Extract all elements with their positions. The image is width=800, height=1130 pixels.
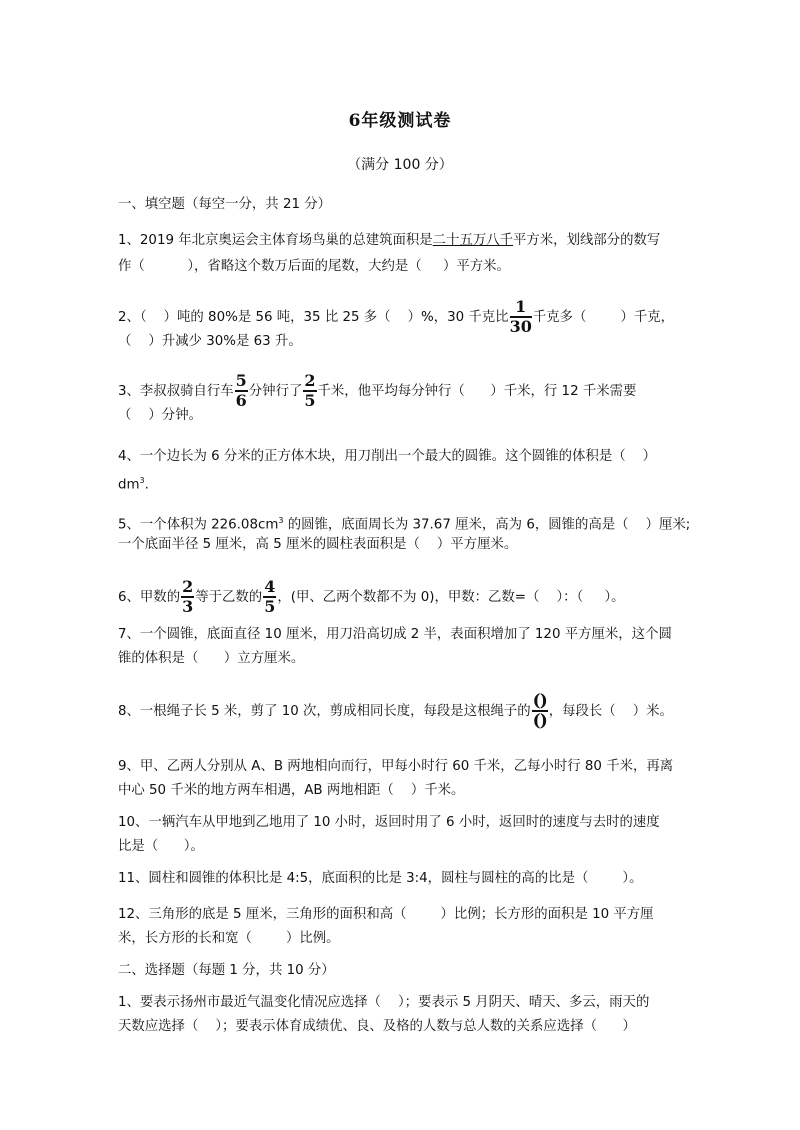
q1-line1: 1、2019 年北京奥运会主体育场鸟巢的总建筑面积是二十五万八千平方米，划线部分的数写 bbox=[118, 233, 661, 248]
q9-line1: 9、甲、乙两人分别从 A、B 两地相向而行，甲每小时行 60 千米，乙每小时行 80 千米，再离 bbox=[118, 759, 674, 774]
q10-line2: 比是（ ）。 bbox=[118, 839, 204, 854]
q8-line1: 8、一根绳子长 5 米，剪了 10 次，剪成相同长度，每段是这根绳子的 $\frac{()}{()}$ ，每段长（ ）米。 bbox=[118, 691, 673, 731]
s2-q1-line2: 天数应选择（ ）；要表示体育成绩优、良、及格的人数与总人数的关系应选择（ ） bbox=[118, 1019, 636, 1034]
q3-line1: 3、李叔叔骑自行车 $\frac{5}{6}$ 分钟行了 $\frac{2}{5}$ 千米，他平均每分钟行（ ）千米，行 12 千米需要 bbox=[118, 371, 637, 410]
q6-line1: 6、甲数的 $\frac{2}{3}$ 等于乙数的 $\frac{4}{5}$ ，(甲、乙两个数都不为 0)，甲数：乙数=（ ）：（ ）。 bbox=[118, 577, 625, 616]
q10-line1: 10、一辆汽车从甲地到乙地用了 10 小时，返回时用了 6 小时，返回时的速度与去时的速度 bbox=[118, 815, 660, 830]
fraction-one-thirtieth: $\frac{1}{30}$ bbox=[509, 297, 532, 336]
fraction-four-fifths: $\frac{4}{5}$ bbox=[264, 577, 276, 616]
q12-line2: 米，长方形的长和宽（ ）比例。 bbox=[118, 931, 340, 946]
q12-line1: 12、三角形的底是 5 厘米，三角形的面积和高（ ）比例；长方形的面积是 10 平方厘 bbox=[118, 907, 654, 922]
s2-q1-line1: 1、要表示扬州市最近气温变化情况应选择（ ）；要表示 5 月阴天、晴天、多云，雨天的 bbox=[118, 995, 650, 1010]
fraction-two-fifths: $\frac{2}{5}$ bbox=[304, 371, 316, 410]
q2-line1: 2、（ ）吨的 80%是 56 吨，35 比 25 多（ ）%，30 千克比 $\frac{1}{30}$ 千克多（ ）千克， bbox=[118, 297, 675, 336]
fraction-five-sixths: $\frac{5}{6}$ bbox=[235, 371, 247, 410]
q5-line1: 5、一个体积为 $226.08cm^3$ 的圆锥，底面周长为 37.67 厘米，高为 6，圆锥的高是（ ）厘米; bbox=[118, 516, 691, 533]
q4-line2: $dm^3$. bbox=[118, 476, 149, 493]
q9-line2: 中心 50 千米的地方两车相遇，AB 两地相距（ ）千米。 bbox=[118, 783, 465, 798]
page-title: 6年级测试卷 bbox=[348, 111, 452, 131]
q5-line2: 一个底面半径 5 厘米，高 5 厘米的圆柱表面积是（ ）平方厘米。 bbox=[118, 537, 518, 552]
page-subtitle: （满分 100 分） bbox=[347, 157, 453, 173]
q11-line1: 11、圆柱和圆锥的体积比是 4:5，底面积的比是 3:4，圆柱与圆柱的高的比是（ ）。 bbox=[118, 871, 643, 886]
q3-line2: （ ）分钟。 bbox=[118, 408, 202, 423]
q7-line2: 锥的体积是（ ）立方厘米。 bbox=[118, 651, 305, 666]
q4-line1: 4、一个边长为 6 分米的正方体木块，用刀削出一个最大的圆锥。这个圆锥的体积是（ ） bbox=[118, 449, 657, 464]
section1-heading: 一、填空题（每空一分，共 21 分） bbox=[118, 197, 332, 212]
fraction-two-thirds: $\frac{2}{3}$ bbox=[182, 577, 194, 616]
underlined-number: 二十五万八千 bbox=[432, 233, 514, 248]
q7-line1: 7、一个圆锥，底面直径 10 厘米，用刀沿高切成 2 半，表面积增加了 120 平方厘米，这个圆 bbox=[118, 627, 672, 642]
fraction-blank: $\frac{()}{()}$ bbox=[532, 691, 547, 731]
q1-line2: 作（ ），省略这个数万后面的尾数，大约是（ ）平方米。 bbox=[118, 259, 510, 274]
q2-line2: （ ）升减少 30%是 63 升。 bbox=[118, 334, 302, 349]
section2-heading: 二、选择题（每题 1 分，共 10 分） bbox=[118, 963, 335, 978]
